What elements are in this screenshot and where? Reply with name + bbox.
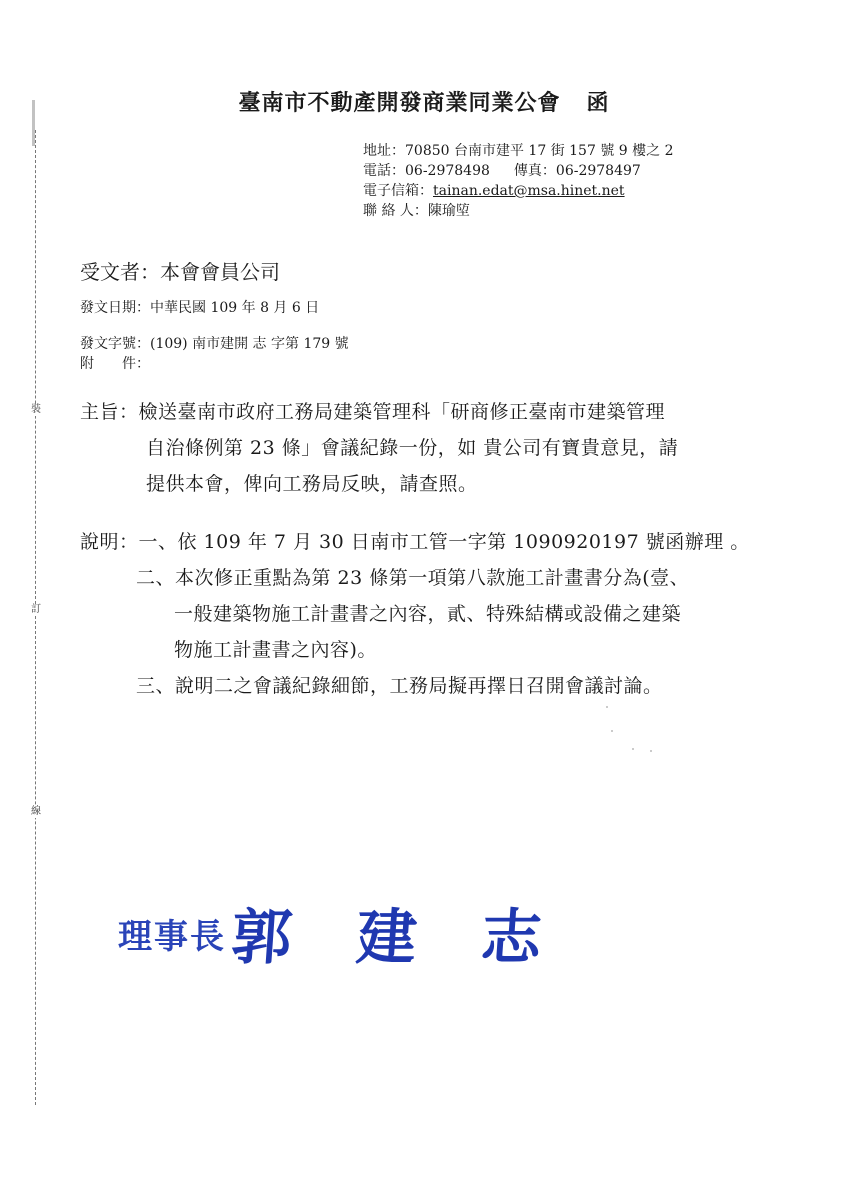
scan-speck xyxy=(632,748,634,750)
fax: 傳真：06-2978497 xyxy=(513,163,641,179)
subject-line-2: 自治條例第 23 條」會議紀錄一份，如 貴公司有寶貴意見，請 xyxy=(146,437,679,459)
doc-kind: 函 xyxy=(586,90,610,116)
signature-name: 郭 建 志 xyxy=(229,903,566,973)
attachment: 附 件： xyxy=(80,356,150,372)
binding-mark-bottom: 線 xyxy=(31,806,41,817)
email-line xyxy=(363,181,674,201)
explanation-item-2-line-1: 二、本次修正重點為第 23 條第一項第八款施工計畫書分為(壹、 xyxy=(136,567,690,589)
signature-stamp xyxy=(118,890,564,990)
email-label: 電子信箱： xyxy=(363,183,433,199)
explanation-section xyxy=(80,524,750,704)
signature-title: 理事長 xyxy=(118,916,226,957)
contact-block xyxy=(363,141,674,221)
phone-fax-line xyxy=(363,161,674,181)
contact-person: 聯 絡 人：陳瑜埅 xyxy=(363,203,470,219)
explanation-item-3: 三、說明二之會議紀錄細節，工務局擬再擇日召開會議討論。 xyxy=(136,675,663,697)
phone: 電話：06-2978498 xyxy=(363,163,490,179)
issue-date: 發文日期：中華民國 109 年 8 月 6 日 xyxy=(80,300,320,316)
doc-number: 發文字號：(109) 南市建開 志 字第 179 號 xyxy=(80,336,349,352)
subject-line-3: 提供本會，俾向工務局反映，請查照。 xyxy=(146,473,478,495)
explanation-item-1: 說明：一、依 109 年 7 月 30 日南市工管一字第 1090920197 號函辦理 。 xyxy=(80,531,750,553)
scan-speck xyxy=(606,706,608,708)
address-line: 地址：70850 台南市建平 17 街 157 號 9 樓之 2 xyxy=(363,143,674,159)
recipient: 受文者：本會會員公司 xyxy=(80,260,280,284)
subject-section xyxy=(80,394,678,502)
scan-speck xyxy=(650,750,652,752)
email-link[interactable]: tainan.edat@msa.hinet.net xyxy=(433,183,625,199)
explanation-item-2-line-3: 物施工計畫書之內容)。 xyxy=(174,639,377,661)
document-title xyxy=(0,86,848,117)
binding-mark-middle: 訂 xyxy=(31,604,41,615)
scan-speck xyxy=(611,730,613,732)
binding-mark-top: 裝 xyxy=(31,404,41,415)
subject-line-1: 主旨：檢送臺南市政府工務局建築管理科「研商修正臺南市建築管理 xyxy=(80,401,666,423)
explanation-item-2-line-2: 一般建築物施工計畫書之內容，貳、特殊結構或設備之建築 xyxy=(174,603,682,625)
binding-line xyxy=(35,130,36,1105)
org-name: 臺南市不動產開發商業同業公會 xyxy=(238,90,561,116)
